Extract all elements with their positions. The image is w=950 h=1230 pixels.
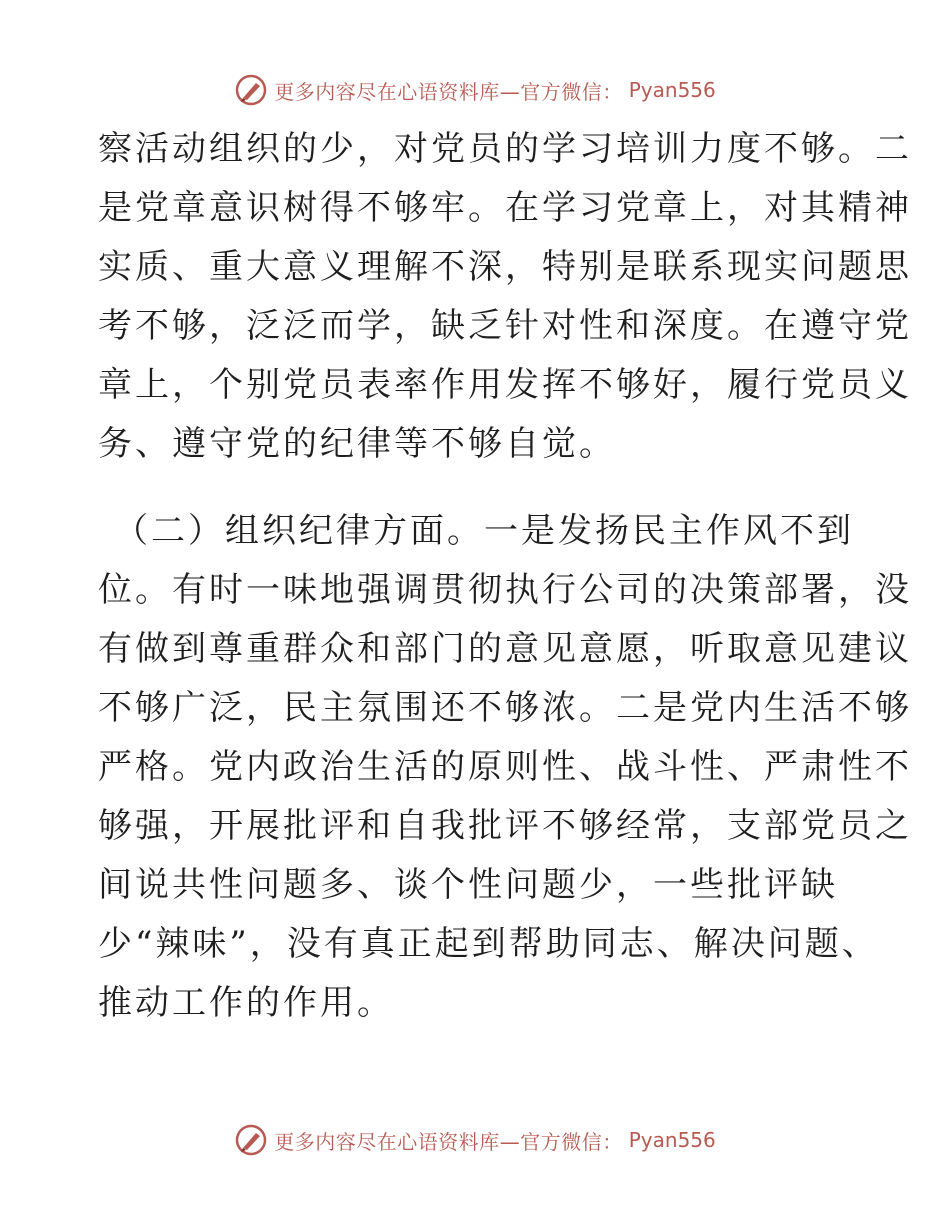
- document-body: [98, 120, 912, 1033]
- watermark-contact: Pyan556: [628, 78, 716, 102]
- text-line: 间说共性问题多、谈个性问题少，一些批评缺: [98, 865, 838, 905]
- pen-logo-icon: [234, 73, 268, 107]
- text-line: 章上，个别党员表率作用发挥不够好，履行党员义: [98, 365, 912, 405]
- paragraph-gap: [98, 474, 850, 502]
- text-line: 位。有时一味地强调贯彻执行公司的决策部署，没: [98, 570, 912, 610]
- text-line: 实质、重大意义理解不深，特别是联系现实问题思: [98, 247, 912, 287]
- footer-watermark: [0, 1120, 950, 1160]
- watermark-contact: Pyan556: [628, 1128, 716, 1152]
- paragraph-1: [98, 120, 912, 474]
- text-line: 推动工作的作用。: [98, 983, 394, 1023]
- watermark-text: 更多内容尽在心语资料库—官方微信：: [274, 79, 623, 104]
- text-line: 是党章意识树得不够牢。在学习党章上，对其精神: [98, 188, 912, 228]
- pen-logo-icon: [234, 1123, 268, 1157]
- text-line: 够强，开展批评和自我批评不够经常，支部党员之: [98, 806, 912, 846]
- paragraph-2: [98, 502, 912, 1033]
- text-line: （二）组织纪律方面。一是发扬民主作风不到: [114, 511, 854, 551]
- text-line: 考不够，泛泛而学，缺乏针对性和深度。在遵守党: [98, 306, 912, 346]
- text-line: 严格。党内政治生活的原则性、战斗性、严肃性不: [98, 747, 912, 787]
- text-line: 不够广泛，民主氛围还不够浓。二是党内生活不够: [98, 688, 912, 728]
- text-line: 少“辣味”，没有真正起到帮助同志、解决问题、: [98, 924, 879, 964]
- text-line: 有做到尊重群众和部门的意见意愿，听取意见建议: [98, 629, 912, 669]
- text-line: 察活动组织的少，对党员的学习培训力度不够。二: [98, 129, 912, 169]
- header-watermark: [0, 70, 950, 110]
- watermark-text: 更多内容尽在心语资料库—官方微信：: [274, 1129, 623, 1154]
- text-line: 务、遵守党的纪律等不够自觉。: [98, 424, 616, 464]
